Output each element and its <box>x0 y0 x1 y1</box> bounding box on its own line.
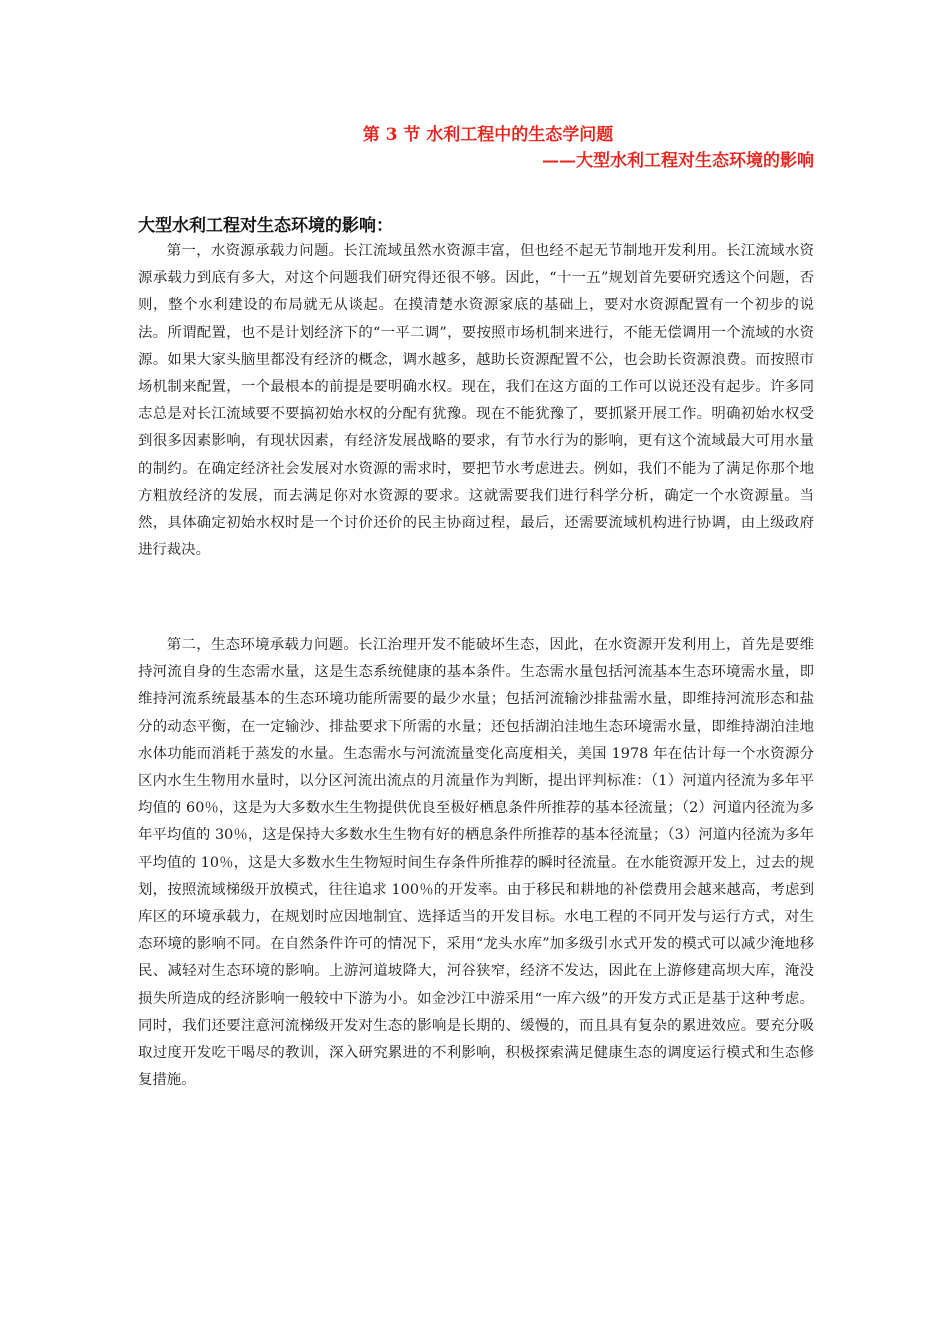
paragraph-water-capacity: 第一，水资源承载力问题。长江流域虽然水资源丰富，但也经不起无节制地开发利用。长江流域水资源承载力到底有多大，对这个问题我们研究得还很不够。因此，“十一五”规划首先要研究透这个问题，否则，整个水利建设的布局就无从谈起。在摸清楚水资源家底的基础上，要对水资源配置有一个初步的说法。所谓配置，也不是计划经济下的“一平二调”，要按照市场机制来进行，不能无偿调用一个流域的水资源。如果大家头脑里都没有经济的概念，调水越多，越助长资源配置不公，也会助长资源浪费。而按照市场机制来配置，一个最根本的前提是要明确水权。现在，我们在这方面的工作可以说还没有起步。许多同志总是对长江流域要不要搞初始水权的分配有犹豫。现在不能犹豫了，要抓紧开展工作。明确初始水权受到很多因素影响，有现状因素，有经济发展战略的要求，有节水行为的影响，更有这个流域最大可用水量的制约。在确定经济社会发展对水资源的需求时，要把节水考虑进去。例如，我们不能为了满足你那个地方粗放经济的发展，而去满足你对水资源的要求。这就需要我们进行科学分析，确定一个水资源量。当然，具体确定初始水权时是一个讨价还价的民主协商过程，最后，还需要流域机构进行协调，由上级政府进行裁决。 <box>138 243 814 559</box>
paragraph-ecological-capacity: 第二，生态环境承载力问题。长江治理开发不能破坏生态，因此，在水资源开发利用上，首先是要维持河流自身的生态需水量，这是生态系统健康的基本条件。生态需水量包括河流基本生态环境需水量，即维持河流系统最基本的生态环境功能所需要的最少水量；包括河流输沙排盐需水量，即维持河流形态和盐分的动态平衡，在一定输沙、排盐要求下所需的水量；还包括湖泊洼地生态环境需水量，即维持湖泊洼地水体功能而消耗于蒸发的水量。生态需水与河流流量变化高度相关，美国 1978 年在估计每一个水资源分区内水生生物用水量时，以分区河流出流点的月流量作为判断，提出评判标准：（1）河道内径流为多年平均值的 60％，这是为大多数水生生物提供优良至极好栖息条件所推荐的基本径流量；（2）河道内径流为多年平均值的 30％，这是保持大多数水生生物有好的栖息条件所推荐的基本径流量；（3）河道内径流为多年平均值的 10％，这是大多数水生生物短时间生存条件所推荐的瞬时径流量。在水能资源开发上，过去的规划，按照流域梯级开放模式，往往追求 100％的开发率。由于移民和耕地的补偿费用会越来越高，考虑到库区的环境承载力，在规划时应因地制宜、选择适当的开发目标。水电工程的不同开发与运行方式，对生态环境的影响不同。在自然条件许可的情况下，采用“龙头水库”加多级引水式开发的模式可以减少淹地移民、减轻对生态环境的影响。上游河道坡降大，河谷狭窄，经济不发达，因此在上游修建高坝大库，淹没损失所造成的经济影响一般较中下游为小。如金沙江中游采用“一库六级”的开发方式正是基于这种考虑。同时，我们还要注意河流梯级开发对生态的影响是长期的、缓慢的，而且具有复杂的累进效应。要充分吸取过度开发吃干喝尽的教训，深入研究累进的不利影响，积极探索满足健康生态的调度运行模式和生态修复措施。 <box>138 637 814 1089</box>
title-block <box>138 122 814 174</box>
document-title: 第 3 节 水利工程中的生态学问题 <box>362 125 614 145</box>
section-heading: 大型水利工程对生态环境的影响： <box>138 216 393 236</box>
document-subtitle: ——大型水利工程对生态环境的影响 <box>542 151 814 171</box>
